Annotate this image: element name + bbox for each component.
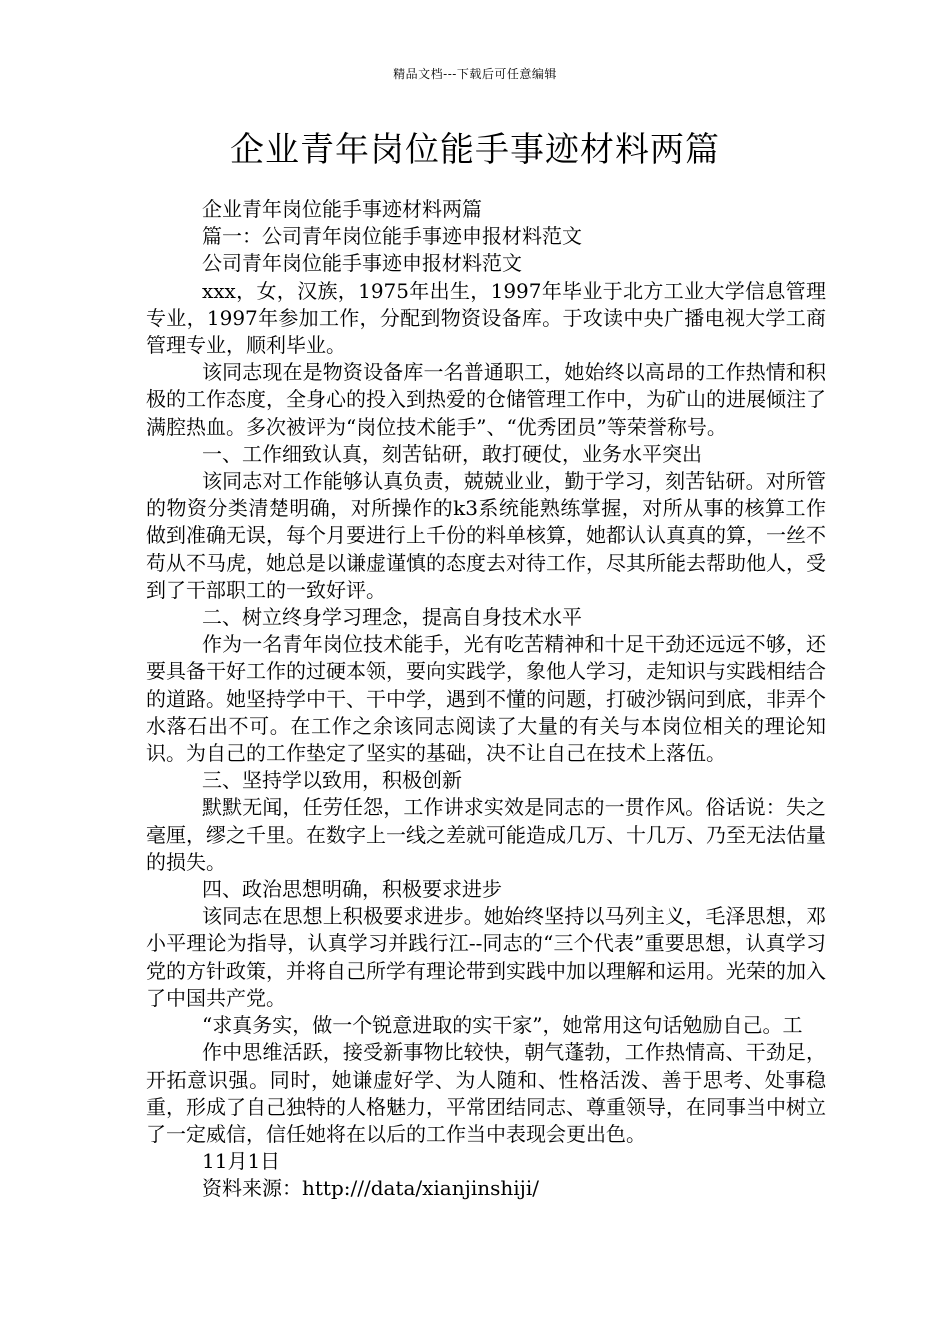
- header-note: 精品文档---下载后可任意编辑: [393, 67, 557, 81]
- paragraph-part-one-heading: 篇一：公司青年岗位能手事迹申报材料范文: [202, 224, 582, 249]
- paragraph-section-one: 该同志对工作能够认真负责，兢兢业业，勤于学习，刻苦钻研。对所管的物资分类清楚明确，对所操作的k3系统能熟练掌握，对所从事的核算工作做到准确无误，每个月要进行上千份的料单核算，她都认认真真的算，一丝不苟从不马虎，她总是以谦虚谨慎的态度去对待工作，尽其所能去帮助他人，受到了干部职工的一致好评。: [146, 469, 826, 602]
- paragraph-motto: “求真务实，做一个锐意进取的实干家”，她常用这句话勉励自己。工: [202, 1013, 803, 1038]
- paragraph-profile: xxx，女，汉族，1975年出生，1997年毕业于北方工业大学信息管理专业，1997年参加工作，分配到物资设备库。于攻读中央广播电视大学工商管理专业，顺利毕业。: [146, 278, 826, 358]
- document-title: 企业青年岗位能手事迹材料两篇: [230, 130, 720, 170]
- paragraph-date: 11月1日: [202, 1149, 281, 1174]
- paragraph-source: 资料来源：http:///data/xianjinshiji/: [202, 1176, 539, 1201]
- paragraph-subtitle: 企业青年岗位能手事迹材料两篇: [202, 197, 482, 221]
- section-heading-four: 四、政治思想明确，积极要求进步: [202, 877, 502, 902]
- paragraph-section-three: 默默无闻，任劳任怨，工作讲求实效是同志的一贯作风。俗话说：失之毫厘，缪之千里。在数字上一线之差就可能造成几万、十几万、乃至无法估量的损失。: [146, 795, 826, 874]
- section-heading-three: 三、坚持学以致用，积极创新: [202, 768, 462, 793]
- paragraph-introduction: 该同志现在是物资设备库一名普通职工，她始终以高昂的工作热情和积极的工作态度，全身心的投入到热爱的仓储管理工作中，为矿山的进展倾注了满腔热血。多次被评为“岗位技术能手”、“优秀团员”等荣誉称号。: [146, 360, 826, 439]
- document-body: [146, 196, 826, 1203]
- paragraph-section-four: 该同志在思想上积极要求进步。她始终坚持以马列主义，毛泽思想，邓小平理论为指导，认真学习并践行江--同志的“三个代表”重要思想，认真学习党的方针政策，并将自己所学有理论带到实践中加以理解和运用。光荣的加入了中国共产党。: [146, 904, 826, 1010]
- section-heading-two: 二、树立终身学习理念，提高自身技术水平: [202, 605, 582, 630]
- paragraph-conclusion: 作中思维活跃，接受新事物比较快，朝气蓬勃，工作热情高、干劲足，开拓意识强。同时，她谦虚好学、为人随和、性格活泼、善于思考、处事稳重，形成了自己独特的人格魅力，平常团结同志、尊重领导，在同事当中树立了一定威信，信任她将在以后的工作当中表现会更出色。: [146, 1040, 826, 1146]
- section-heading-one: 一、工作细致认真，刻苦钻研，敢打硬仗，业务水平突出: [202, 441, 702, 466]
- paragraph-part-one-title: 公司青年岗位能手事迹申报材料范文: [202, 251, 522, 276]
- paragraph-section-two: 作为一名青年岗位技术能手，光有吃苦精神和十足干劲还远远不够，还要具备干好工作的过硬本领，要向实践学，象他人学习，走知识与实践相结合的道路。她坚持学中干、干中学，遇到不懂的问题，打破沙锅问到底，非弄个水落石出不可。在工作之余该同志阅读了大量的有关与本岗位相关的理论知识。为自己的工作垫定了坚实的基础，决不让自己在技术上落伍。: [146, 632, 826, 766]
